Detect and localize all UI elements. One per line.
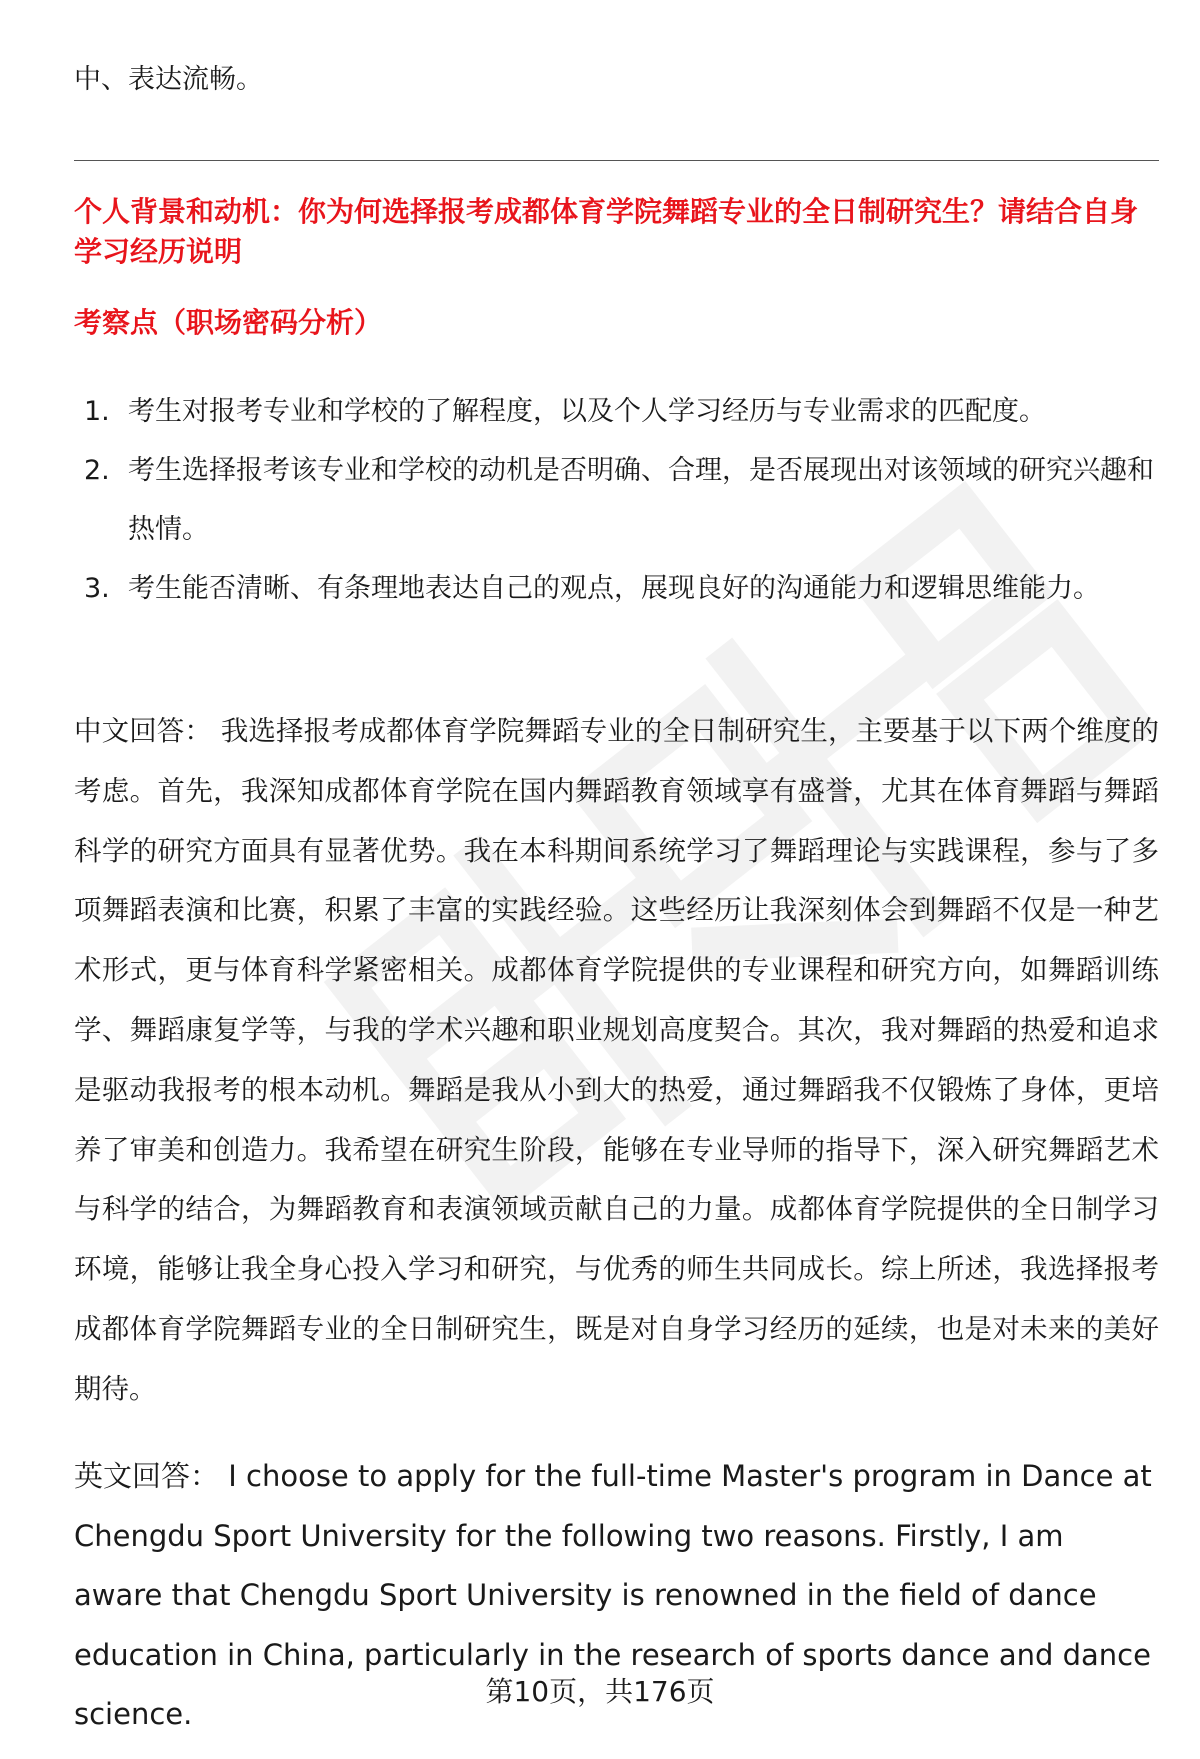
assessment-points-title: 考察点（职场密码分析） [74,306,383,339]
list-item-text: 考生能否清晰、有条理地表达自己的观点，展现良好的沟通能力和逻辑思维能力。 [128,573,1100,604]
document-page [74,0,1159,1755]
assessment-points-list [74,382,1159,618]
chinese-answer-text: 我选择报考成都体育学院舞蹈专业的全日制研究生，主要基于以下两个维度的考虑。首先，我深知成都体育学院在国内舞蹈教育领域享有盛誉，尤其在体育舞蹈与舞蹈科学的研究方面具有显著优势。我在本科期间系统学习了舞蹈理论与实践课程，参与了多项舞蹈表演和比赛，积累了丰富的实践经验。这些经历让我深刻体会到舞蹈不仅是一种艺术形式，更与体育科学紧密相关。成都体育学院提供的专业课程和研究方向，如舞蹈训练学、舞蹈康复学等，与我的学术兴趣和职业规划高度契合。其次，我对舞蹈的热爱和追求是驱动我报考的根本动机。舞蹈是我从小到大的热爱，通过舞蹈我不仅锻炼了身体，更培养了审美和创造力。我希望在研究生阶段，能够在专业导师的指导下，深入研究舞蹈艺术与科学的结合，为舞蹈教育和表演领域贡献自己的力量。成都体育学院提供的全日制学习环境，能够让我全身心投入学习和研究，与优秀的师生共同成长。综上所述，我选择报考成都体育学院舞蹈专业的全日制研究生，既是对自身学习经历的延续，也是对未来的美好期待。 [74,715,1159,1405]
page-number-footer: 第10页，共176页 [485,1675,715,1708]
continued-text: 中、表达流畅。 [74,64,263,95]
list-item [74,559,1159,618]
list-item-number: 2. [84,455,110,486]
english-answer-text: I choose to apply for the full-time Master's program in Dance at Chengdu Sport University for the following two reasons. Firstly, I am aware that Chengdu Sport University is renowned in the field of dance education in China, particularly in the research of sports dance and dance science. [74,1459,1152,1731]
chinese-answer [74,702,1159,1420]
chinese-answer-label: 中文回答： [74,715,212,747]
list-item [74,382,1159,441]
question-heading: 个人背景和动机：你为何选择报考成都体育学院舞蹈专业的全日制研究生？请结合自身学习经历说明 [74,195,1139,268]
list-item-number: 1. [84,396,110,427]
english-answer-label: 英文回答： [74,1459,220,1493]
list-item-text: 考生选择报考该专业和学校的动机是否明确、合理，是否展现出对该领域的研究兴趣和热情。 [128,455,1154,545]
section-divider [74,160,1159,161]
list-item-text: 考生对报考专业和学校的了解程度，以及个人学习经历与专业需求的匹配度。 [128,396,1046,427]
list-item [74,441,1159,559]
list-item-number: 3. [84,573,110,604]
